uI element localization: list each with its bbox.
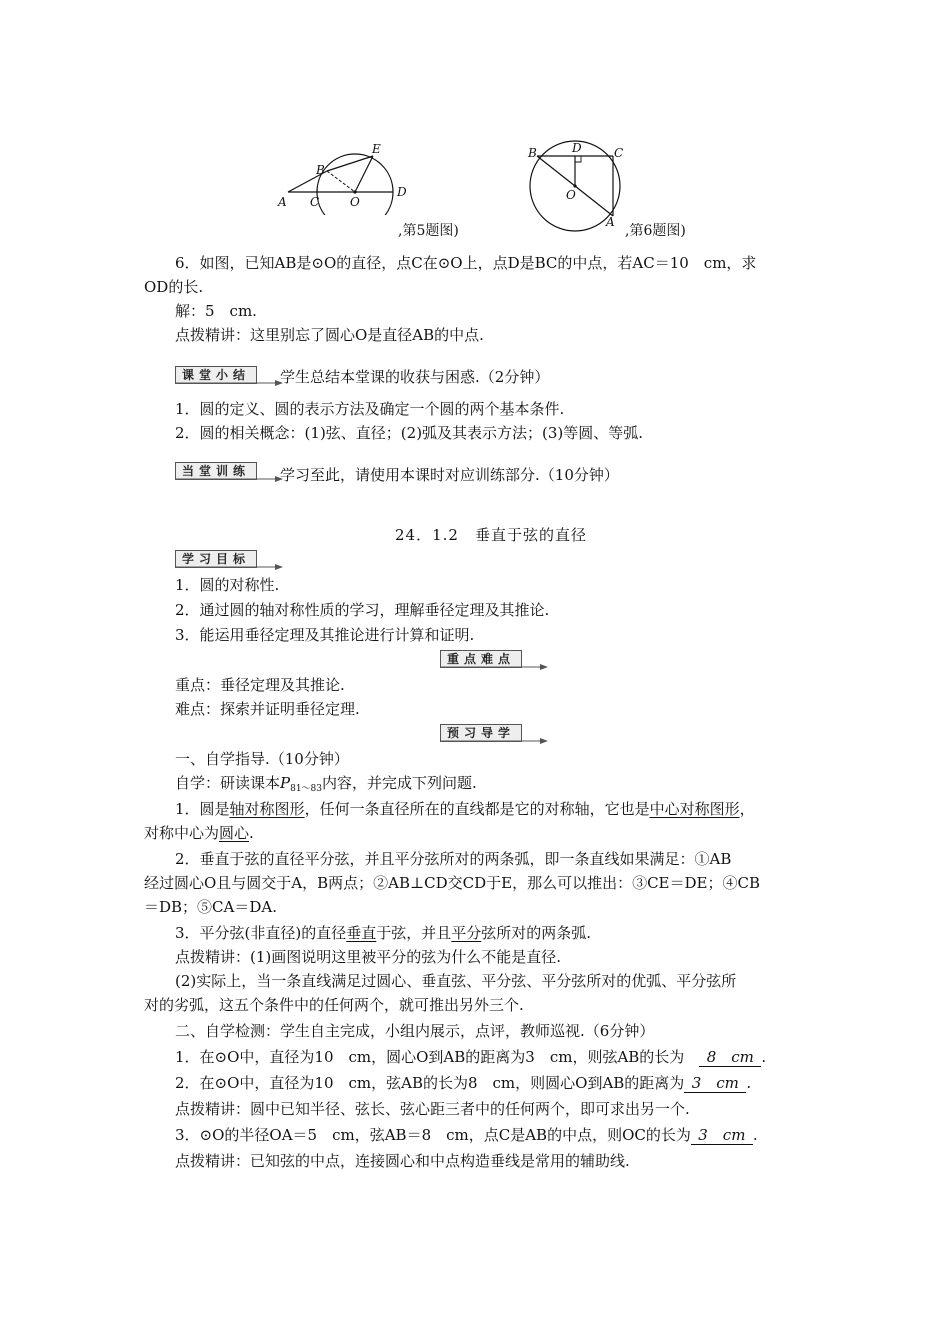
study-item-1-line-2: [144, 822, 254, 844]
check-answer-3: 3 cm: [691, 1126, 753, 1145]
question-6-line-2: OD的长.: [144, 278, 204, 296]
check-question-1: [175, 1046, 766, 1068]
goals-badge: [175, 548, 257, 570]
text: 于弦，并且: [376, 924, 452, 942]
check-question-2: [175, 1072, 751, 1094]
self-study-reading: [175, 772, 477, 800]
self-study-heading: 一、自学指导.（10分钟）: [175, 750, 349, 768]
preview-badge-label: 预习导学: [440, 724, 522, 742]
summary-badge: [175, 364, 257, 386]
summary-item-1: 1．圆的定义、圆的表示方法及确定一个圆的两个基本条件.: [175, 400, 565, 418]
reading-prefix: 自学：研读课本: [175, 774, 281, 792]
check-answer-1: 8 cm: [699, 1048, 761, 1067]
text: .: [249, 824, 254, 842]
question-6-line-1: 6．如图，已知AB是⊙O的直径，点C在⊙O上，点D是BC的中点，若AC＝10 cm，求: [175, 254, 757, 272]
fig6-label-a: A: [606, 215, 615, 229]
fig6-label-c: C: [614, 146, 624, 160]
difficult-point: 难点：探索并证明垂径定理.: [175, 700, 360, 718]
fig6-label-d: D: [572, 141, 582, 155]
key-points-badge: [440, 648, 522, 670]
study-item-2-line-1: 2．垂直于弦的直径平分弦，并且平分弦所对的两条弧，即一条直线如果满足：①AB: [175, 850, 732, 868]
check-tip-3: 点拨精讲：已知弦的中点，连接圆心和中点构造垂线是常用的辅助线.: [175, 1152, 630, 1170]
self-check-heading: 二、自学检测：学生自主完成，小组内展示，点评，教师巡视.（6分钟）: [175, 1022, 655, 1040]
text: ，: [739, 800, 755, 818]
training-text: 学习至此，请使用本课时对应训练部分.（10分钟）: [280, 466, 619, 484]
text: 3．平分弦(非直径)的直径: [175, 924, 347, 942]
summary-badge-label: 课堂小结: [175, 366, 257, 384]
figure-5-caption: ,第5题图): [398, 223, 459, 239]
fig5-label-a: A: [278, 195, 287, 209]
text: ，任何一条直径所在的直线都是它的对称轴，它也是: [304, 800, 650, 818]
answer-center-symmetric: 中心对称图形: [649, 800, 740, 818]
summary-intro: 学生总结本堂课的收获与困惑.（2分钟）: [280, 368, 550, 386]
reading-suffix: 内容，并完成下列问题.: [322, 774, 477, 792]
fig5-label-b: B: [316, 163, 325, 177]
key-point: 重点：垂径定理及其推论.: [175, 676, 345, 694]
section-title: 24．1.2 垂直于弦的直径: [395, 526, 587, 544]
summary-item-2: 2．圆的相关概念：(1)弦、直径；(2)弧及其表示方法；(3)等圆、等弧.: [175, 424, 644, 442]
text: .: [752, 1126, 758, 1144]
text: .: [746, 1074, 752, 1092]
text: .: [761, 1048, 767, 1066]
check-tip-2: 点拨精讲：圆中已知半径、弦长、弦心距三者中的任何两个，即可求出另一个.: [175, 1100, 690, 1118]
study-tip-line-1: 点拨精讲：(1)画图说明这里被平分的弦为什么不能是直径.: [175, 948, 562, 966]
study-tip-line-3: 对的劣弧，这五个条件中的任何两个，就可推出另外三个.: [144, 996, 524, 1014]
key-points-badge-label: 重点难点: [440, 650, 522, 668]
study-tip-line-2: (2)实际上，当一条直线满足过圆心、垂直弦、平分弦、平分弦所对的优弧、平分弦所: [175, 972, 737, 990]
page-range: 81～83: [290, 784, 323, 794]
study-item-1-line-1: [175, 798, 755, 820]
text: 1．圆是: [175, 800, 230, 818]
text: 3．⊙O的半径OA＝5 cm，弦AB＝8 cm，点C是AB的中点，则OC的长为: [175, 1126, 691, 1144]
check-question-3: [175, 1124, 758, 1146]
study-item-3: [175, 922, 591, 944]
page-ref: P: [280, 774, 291, 792]
fig5-label-c: C: [310, 195, 320, 209]
fig5-label-o: O: [350, 195, 360, 209]
goals-badge-label: 学习目标: [175, 550, 257, 568]
training-badge-label: 当堂训练: [175, 462, 257, 480]
fig5-label-e: E: [372, 142, 381, 156]
goal-item-1: 1．圆的对称性.: [175, 576, 280, 594]
preview-badge: [440, 722, 522, 744]
figure-6-caption: ,第6题图): [625, 223, 686, 239]
study-item-2-line-3: ＝DB；⑤CA＝DA.: [144, 898, 277, 916]
answer-circle-center: 圆心: [219, 824, 250, 842]
fig6-label-b: B: [528, 146, 537, 160]
study-item-2-line-2: 经过圆心O且与圆交于A，B两点；②AB⊥CD交CD于E，那么可以推出：③CE＝DE；④CB: [144, 874, 760, 892]
figure-6-diagram: [525, 140, 630, 235]
text: 2．在⊙O中，直径为10 cm，弦AB的长为8 cm，则圆心O到AB的距离为: [175, 1074, 685, 1092]
question-6-tip: 点拨精讲：这里别忘了圆心O是直径AB的中点.: [175, 326, 484, 344]
figure-5-diagram: [270, 140, 420, 215]
text: 弦所对的两条弧.: [481, 924, 592, 942]
text: 对称中心为: [144, 824, 220, 842]
question-6-answer: 解：5 cm.: [175, 302, 257, 320]
fig5-label-d: D: [397, 185, 407, 199]
training-badge: [175, 460, 257, 482]
text: 1．在⊙O中，直径为10 cm，圆心O到AB的距离为3 cm，则弦AB的长为: [175, 1048, 685, 1066]
goal-item-3: 3．能运用垂径定理及其推论进行计算和证明.: [175, 626, 475, 644]
check-answer-2: 3 cm: [684, 1074, 746, 1093]
answer-bisect: 平分: [451, 924, 482, 942]
goal-item-2: 2．通过圆的轴对称性质的学习，理解垂径定理及其推论.: [175, 601, 550, 619]
answer-perpendicular: 垂直: [346, 924, 377, 942]
answer-axis-symmetric: 轴对称图形: [229, 800, 305, 818]
fig6-label-o: O: [566, 188, 576, 202]
